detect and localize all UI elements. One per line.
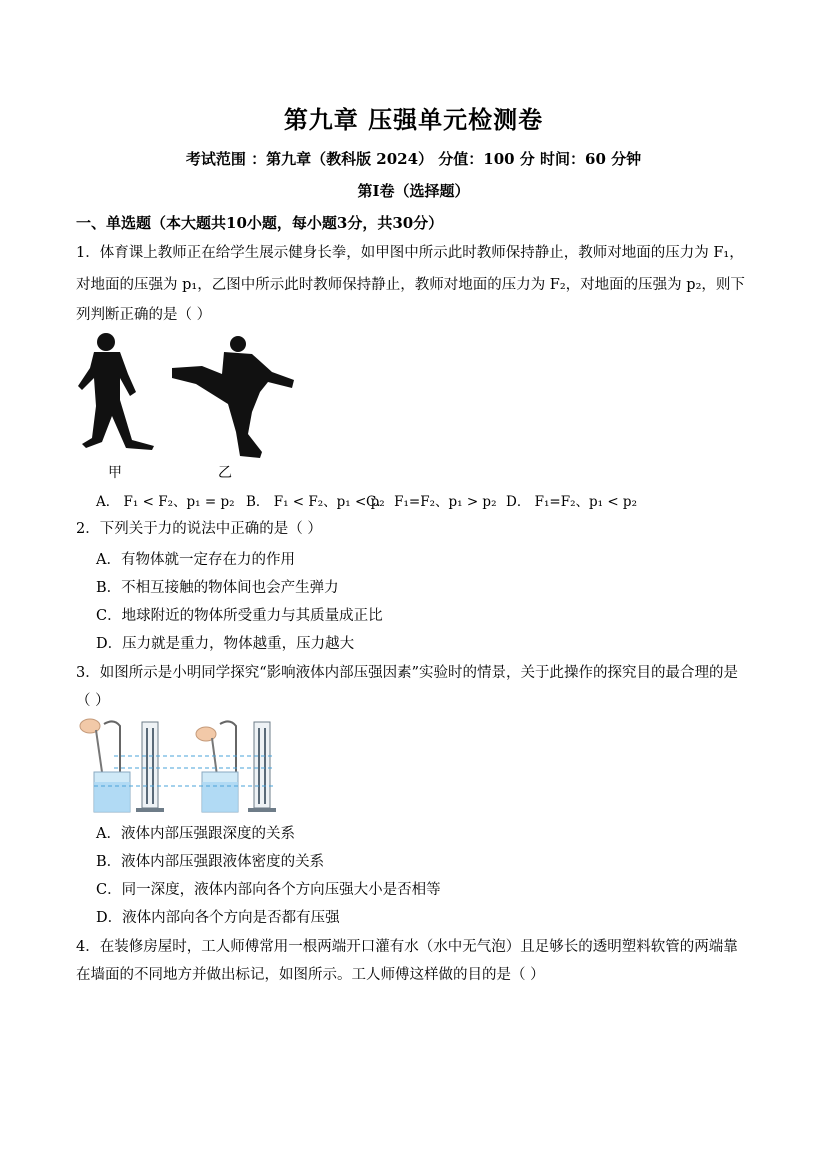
exam-meta: 考试范围 ：第九章（教科版 2024） 分值：100 分 时间：60 分钟 bbox=[185, 150, 642, 168]
page-title: 第九章 压强单元检测卷 bbox=[283, 105, 544, 134]
q2-option-c[interactable]: C．地球附近的物体所受重力与其质量成正比 bbox=[96, 608, 383, 624]
liquid-pressure-experiment-illustration bbox=[74, 716, 284, 816]
setup-left bbox=[80, 719, 164, 812]
q1-stem-line1: 1．体育课上教师正在给学生展示健身长拳，如甲图中所示此时教师保持静止，教师对地面的压力为 F₁， bbox=[76, 245, 744, 261]
q3-option-a[interactable]: A．液体内部压强跟深度的关系 bbox=[96, 826, 295, 842]
q2-option-b[interactable]: B．不相互接触的物体间也会产生弹力 bbox=[96, 580, 339, 596]
q3-stem-line1: 3．如图所示是小明同学探究“影响液体内部压强因素”实验时的情景，关于此操作的探究目的最合理的是 bbox=[76, 665, 739, 681]
q1-option-a[interactable]: A． F₁ < F₂、p₁ = p₂ bbox=[96, 494, 235, 510]
figure-caption-yi: 乙 bbox=[218, 465, 232, 481]
q2-option-a[interactable]: A．有物体就一定存在力的作用 bbox=[96, 552, 295, 568]
q3-option-b[interactable]: B．液体内部压强跟液体密度的关系 bbox=[96, 854, 325, 870]
q3-option-c[interactable]: C．同一深度，液体内部向各个方向压强大小是否相等 bbox=[96, 882, 441, 898]
figure-caption-jia: 甲 bbox=[108, 465, 122, 481]
q3-option-d[interactable]: D．液体内部向各个方向是否都有压强 bbox=[96, 910, 340, 926]
q1-stem-line2: 对地面的压强为 p₁，乙图中所示此时教师保持静止，教师对地面的压力为 F₂，对地面的压强为 p₂，则下 bbox=[76, 277, 745, 293]
q4-stem-line1: 4．在装修房屋时，工人师傅常用一根两端开口灌有水（水中无气泡）且足够长的透明塑料软管的两端靠 bbox=[76, 939, 738, 955]
martial-arts-figures-illustration bbox=[76, 330, 296, 470]
q4-stem-line2: 在墙面的不同地方并做出标记，如图所示。工人师傅这样做的目的是（ ） bbox=[76, 967, 545, 983]
q1-option-c[interactable]: C． F₁=F₂、p₁ > p₂ bbox=[366, 494, 497, 510]
volume-heading: 第Ⅰ卷（选择题） bbox=[357, 182, 470, 200]
q2-stem: 2．下列关于力的说法中正确的是（ ） bbox=[76, 521, 322, 537]
q2-option-d[interactable]: D．压力就是重力，物体越重，压力越大 bbox=[96, 636, 355, 652]
figure-jia bbox=[78, 333, 154, 450]
q1-option-d[interactable]: D． F₁=F₂、p₁ < p₂ bbox=[506, 494, 637, 510]
section-heading: 一、单选题（本大题共10小题，每小题3分，共30分） bbox=[76, 214, 444, 232]
setup-right bbox=[196, 721, 276, 812]
q3-stem-line2: （ ） bbox=[76, 693, 110, 709]
q1-option-b[interactable]: B． F₁ < F₂、p₁ < p₂ bbox=[246, 494, 385, 510]
figure-yi bbox=[172, 336, 294, 458]
q1-stem-line3: 列判断正确的是（ ） bbox=[76, 307, 212, 323]
